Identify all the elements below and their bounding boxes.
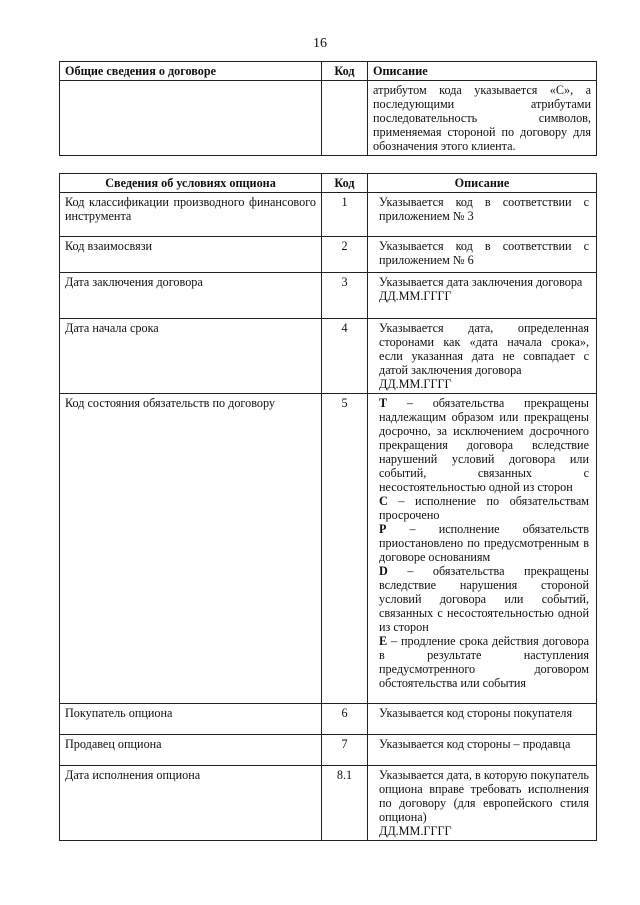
row-name: Дата заключения договора: [60, 273, 322, 319]
table-row: [60, 704, 597, 735]
option-terms-table: [59, 173, 597, 841]
column-header-option-terms: Сведения об условиях опциона: [60, 174, 322, 193]
table-row: [60, 193, 597, 237]
state-letter: P: [379, 522, 387, 536]
row-description: Указывается код в соответствии с приложением № 6: [368, 237, 597, 273]
table-row: [60, 81, 597, 156]
row-description: атрибутом кода указывается «С», а последующими атрибутами последовательность символов, применяемая стороной по договору для обозначения этого клиента.: [368, 81, 597, 156]
row-name: Покупатель опциона: [60, 704, 322, 735]
date-format: ДД.ММ.ГГГГ: [379, 377, 452, 391]
state-item-p: [379, 522, 589, 564]
row-code: 1: [322, 193, 368, 237]
row-code: 6: [322, 704, 368, 735]
row-code: 8.1: [322, 766, 368, 841]
column-header-general-info: Общие сведения о договоре: [60, 62, 322, 81]
state-letter: D: [379, 564, 388, 578]
state-letter: C: [379, 494, 388, 508]
row-description: Указывается код стороны покупателя: [368, 704, 597, 735]
state-letter: T: [379, 396, 388, 410]
page-number: 16: [313, 36, 327, 51]
row-code: 4: [322, 319, 368, 394]
row-description: Указывается код стороны – продавца: [368, 735, 597, 766]
column-header-description: Описание: [368, 174, 597, 193]
date-format: ДД.ММ.ГГГГ: [379, 824, 452, 838]
state-item-d: [379, 564, 589, 634]
state-item-t: [379, 396, 589, 494]
state-text: – продление срока действия договора в результате наступления предусмотренного договором обстоятельства или события: [379, 634, 589, 690]
table-row: [60, 273, 597, 319]
column-header-code: Код: [322, 62, 368, 81]
row-code: 5: [322, 394, 368, 704]
table-row: [60, 237, 597, 273]
state-item-e: [379, 634, 589, 690]
row-description: Указывается дата, в которую покупатель опциона вправе требовать исполнения по договору (для европейского стиля опциона): [379, 768, 589, 824]
table-row: [60, 319, 597, 394]
table-header-row: [60, 174, 597, 193]
state-text: – исполнение обязательств приостановлено по предусмотренным в договоре основаниям: [379, 522, 589, 564]
row-name: Код взаимосвязи: [60, 237, 322, 273]
table-header-row: [60, 62, 597, 81]
general-info-table: [59, 61, 597, 156]
row-description: Указывается код в соответствии с приложением № 3: [368, 193, 597, 237]
column-header-description: Описание: [368, 62, 597, 81]
row-name: [60, 81, 322, 156]
state-item-c: [379, 494, 589, 522]
row-name: Код классификации производного финансового инструмента: [60, 193, 322, 237]
state-letter: E: [379, 634, 388, 648]
state-text: – обязательства прекращены вследствие нарушения стороной условий договора или событий, связанных с несостоятельностью одной из сторон: [379, 564, 589, 634]
row-name: Дата исполнения опциона: [60, 766, 322, 841]
table-row: [60, 766, 597, 841]
row-description: Указывается дата, определенная сторонами как «дата начала срока», если указанная дата не совпадает с датой заключения договора: [379, 321, 589, 377]
date-format: ДД.ММ.ГГГГ: [379, 289, 452, 303]
column-header-code: Код: [322, 174, 368, 193]
row-code: [322, 81, 368, 156]
table-row: [60, 735, 597, 766]
row-code: 7: [322, 735, 368, 766]
row-code: 2: [322, 237, 368, 273]
row-description: Указывается дата заключения договора: [379, 275, 583, 289]
row-name: Код состояния обязательств по договору: [60, 394, 322, 704]
row-name: Дата начала срока: [60, 319, 322, 394]
state-text: – обязательства прекращены надлежащим образом или прекращены досрочно, за исключением досрочного прекращения договора вследствие нарушений условий договора или событий, связанных с несостоятельностью одной из сторон: [379, 396, 589, 494]
row-name: Продавец опциона: [60, 735, 322, 766]
state-text: – исполнение по обязательствам просрочено: [379, 494, 589, 522]
row-code: 3: [322, 273, 368, 319]
obligation-states-list: [368, 394, 597, 704]
table-row: [60, 394, 597, 704]
